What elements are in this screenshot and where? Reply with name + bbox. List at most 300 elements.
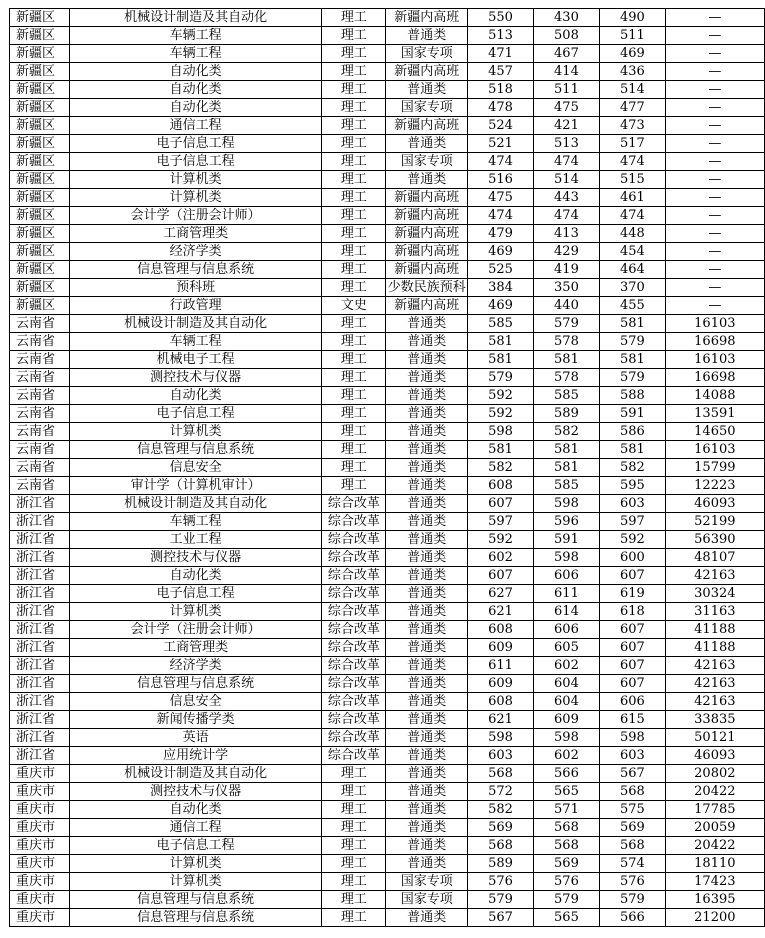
province-cell: 新疆区 [10, 261, 70, 279]
avg-score-cell: 618 [600, 603, 665, 621]
min-score-cell: 606 [533, 567, 599, 585]
rank-cell: — [665, 27, 764, 45]
rank-cell: 41188 [665, 621, 764, 639]
avg-score-cell: 469 [600, 45, 665, 63]
category-cell: 理工 [322, 81, 386, 99]
table-row [10, 351, 765, 369]
max-score-cell: 474 [468, 207, 533, 225]
rank-cell: — [665, 189, 764, 207]
avg-score-cell: 588 [600, 387, 665, 405]
avg-score-cell: 607 [600, 657, 665, 675]
avg-score-cell: 603 [600, 495, 665, 513]
major-cell: 新闻传播学类 [69, 711, 322, 729]
rank-cell: — [665, 117, 764, 135]
table-row [10, 747, 765, 765]
min-score-cell: 611 [533, 585, 599, 603]
min-score-cell: 581 [533, 351, 599, 369]
province-cell: 浙江省 [10, 657, 70, 675]
min-score-cell: 414 [533, 63, 599, 81]
max-score-cell: 621 [468, 603, 533, 621]
category-cell: 理工 [322, 801, 386, 819]
province-cell: 新疆区 [10, 189, 70, 207]
avg-score-cell: 579 [600, 369, 665, 387]
category-cell: 理工 [322, 117, 386, 135]
major-cell: 信息管理与信息系统 [69, 891, 322, 909]
max-score-cell: 585 [468, 315, 533, 333]
major-cell: 计算机类 [69, 423, 322, 441]
max-score-cell: 516 [468, 171, 533, 189]
category-cell: 理工 [322, 837, 386, 855]
min-score-cell: 429 [533, 243, 599, 261]
enrollment-type-cell: 普通类 [386, 171, 468, 189]
avg-score-cell: 595 [600, 477, 665, 495]
min-score-cell: 604 [533, 675, 599, 693]
max-score-cell: 608 [468, 693, 533, 711]
max-score-cell: 602 [468, 549, 533, 567]
table-row [10, 297, 765, 315]
province-cell: 浙江省 [10, 711, 70, 729]
rank-cell: 50121 [665, 729, 764, 747]
province-cell: 新疆区 [10, 135, 70, 153]
rank-cell: 52199 [665, 513, 764, 531]
rank-cell: 20422 [665, 783, 764, 801]
max-score-cell: 384 [468, 279, 533, 297]
enrollment-type-cell: 普通类 [386, 855, 468, 873]
province-cell: 浙江省 [10, 585, 70, 603]
major-cell: 经济学类 [69, 243, 322, 261]
province-cell: 新疆区 [10, 207, 70, 225]
category-cell: 理工 [322, 207, 386, 225]
major-cell: 机械设计制造及其自动化 [69, 9, 322, 27]
category-cell: 理工 [322, 459, 386, 477]
max-score-cell: 589 [468, 855, 533, 873]
enrollment-type-cell: 普通类 [386, 531, 468, 549]
major-cell: 会计学（注册会计师） [69, 621, 322, 639]
province-cell: 重庆市 [10, 801, 70, 819]
province-cell: 新疆区 [10, 27, 70, 45]
max-score-cell: 567 [468, 909, 533, 927]
table-row [10, 117, 765, 135]
rank-cell: 13591 [665, 405, 764, 423]
category-cell: 理工 [322, 99, 386, 117]
province-cell: 新疆区 [10, 297, 70, 315]
rank-cell: 20802 [665, 765, 764, 783]
avg-score-cell: 514 [600, 81, 665, 99]
rank-cell: — [665, 297, 764, 315]
enrollment-type-cell: 普通类 [386, 711, 468, 729]
enrollment-type-cell: 普通类 [386, 351, 468, 369]
min-score-cell: 589 [533, 405, 599, 423]
min-score-cell: 585 [533, 387, 599, 405]
rank-cell: 42163 [665, 567, 764, 585]
max-score-cell: 598 [468, 729, 533, 747]
enrollment-type-cell: 普通类 [386, 27, 468, 45]
min-score-cell: 576 [533, 873, 599, 891]
rank-cell: 20422 [665, 837, 764, 855]
major-cell: 信息安全 [69, 459, 322, 477]
rank-cell: — [665, 99, 764, 117]
category-cell: 综合改革 [322, 495, 386, 513]
table-row [10, 873, 765, 891]
max-score-cell: 568 [468, 837, 533, 855]
category-cell: 综合改革 [322, 621, 386, 639]
category-cell: 理工 [322, 873, 386, 891]
province-cell: 新疆区 [10, 81, 70, 99]
table-row [10, 585, 765, 603]
province-cell: 重庆市 [10, 891, 70, 909]
min-score-cell: 606 [533, 621, 599, 639]
province-cell: 浙江省 [10, 639, 70, 657]
enrollment-type-cell: 普通类 [386, 135, 468, 153]
min-score-cell: 579 [533, 315, 599, 333]
avg-score-cell: 581 [600, 315, 665, 333]
avg-score-cell: 575 [600, 801, 665, 819]
avg-score-cell: 600 [600, 549, 665, 567]
major-cell: 车辆工程 [69, 27, 322, 45]
min-score-cell: 578 [533, 369, 599, 387]
avg-score-cell: 603 [600, 747, 665, 765]
max-score-cell: 581 [468, 333, 533, 351]
min-score-cell: 508 [533, 27, 599, 45]
table-row [10, 837, 765, 855]
category-cell: 综合改革 [322, 531, 386, 549]
min-score-cell: 350 [533, 279, 599, 297]
table-row [10, 621, 765, 639]
major-cell: 测控技术与仪器 [69, 549, 322, 567]
max-score-cell: 474 [468, 153, 533, 171]
rank-cell: 30324 [665, 585, 764, 603]
category-cell: 综合改革 [322, 729, 386, 747]
major-cell: 英语 [69, 729, 322, 747]
enrollment-type-cell: 普通类 [386, 477, 468, 495]
category-cell: 综合改革 [322, 549, 386, 567]
min-score-cell: 430 [533, 9, 599, 27]
enrollment-type-cell: 普通类 [386, 423, 468, 441]
province-cell: 浙江省 [10, 621, 70, 639]
major-cell: 机械设计制造及其自动化 [69, 315, 322, 333]
avg-score-cell: 597 [600, 513, 665, 531]
province-cell: 新疆区 [10, 171, 70, 189]
major-cell: 测控技术与仪器 [69, 783, 322, 801]
province-cell: 新疆区 [10, 279, 70, 297]
avg-score-cell: 448 [600, 225, 665, 243]
major-cell: 信息管理与信息系统 [69, 261, 322, 279]
enrollment-type-cell: 新疆内高班 [386, 261, 468, 279]
max-score-cell: 572 [468, 783, 533, 801]
avg-score-cell: 607 [600, 567, 665, 585]
major-cell: 车辆工程 [69, 513, 322, 531]
enrollment-type-cell: 普通类 [386, 603, 468, 621]
max-score-cell: 475 [468, 189, 533, 207]
rank-cell: — [665, 225, 764, 243]
rank-cell: 48107 [665, 549, 764, 567]
enrollment-type-cell: 普通类 [386, 315, 468, 333]
category-cell: 理工 [322, 909, 386, 927]
table-row [10, 603, 765, 621]
max-score-cell: 609 [468, 675, 533, 693]
table-row [10, 495, 765, 513]
category-cell: 理工 [322, 45, 386, 63]
table-row [10, 639, 765, 657]
enrollment-type-cell: 国家专项 [386, 891, 468, 909]
table-row [10, 423, 765, 441]
min-score-cell: 591 [533, 531, 599, 549]
enrollment-type-cell: 普通类 [386, 621, 468, 639]
rank-cell: 16103 [665, 315, 764, 333]
province-cell: 新疆区 [10, 9, 70, 27]
category-cell: 综合改革 [322, 693, 386, 711]
enrollment-type-cell: 新疆内高班 [386, 243, 468, 261]
major-cell: 自动化类 [69, 63, 322, 81]
major-cell: 信息管理与信息系统 [69, 909, 322, 927]
province-cell: 重庆市 [10, 783, 70, 801]
enrollment-type-cell: 国家专项 [386, 99, 468, 117]
province-cell: 重庆市 [10, 873, 70, 891]
max-score-cell: 469 [468, 297, 533, 315]
max-score-cell: 609 [468, 639, 533, 657]
category-cell: 理工 [322, 477, 386, 495]
enrollment-type-cell: 普通类 [386, 639, 468, 657]
avg-score-cell: 461 [600, 189, 665, 207]
rank-cell: — [665, 45, 764, 63]
max-score-cell: 471 [468, 45, 533, 63]
rank-cell: — [665, 153, 764, 171]
min-score-cell: 581 [533, 459, 599, 477]
table-row [10, 477, 765, 495]
avg-score-cell: 464 [600, 261, 665, 279]
enrollment-type-cell: 普通类 [386, 765, 468, 783]
min-score-cell: 413 [533, 225, 599, 243]
table-row [10, 711, 765, 729]
province-cell: 浙江省 [10, 495, 70, 513]
province-cell: 云南省 [10, 315, 70, 333]
avg-score-cell: 455 [600, 297, 665, 315]
min-score-cell: 419 [533, 261, 599, 279]
major-cell: 审计学（计算机审计） [69, 477, 322, 495]
max-score-cell: 576 [468, 873, 533, 891]
category-cell: 理工 [322, 855, 386, 873]
min-score-cell: 571 [533, 801, 599, 819]
category-cell: 理工 [322, 819, 386, 837]
table-row [10, 801, 765, 819]
enrollment-type-cell: 国家专项 [386, 873, 468, 891]
max-score-cell: 550 [468, 9, 533, 27]
table-row [10, 225, 765, 243]
category-cell: 综合改革 [322, 639, 386, 657]
category-cell: 理工 [322, 441, 386, 459]
province-cell: 重庆市 [10, 909, 70, 927]
max-score-cell: 607 [468, 495, 533, 513]
enrollment-type-cell: 普通类 [386, 387, 468, 405]
rank-cell: 56390 [665, 531, 764, 549]
max-score-cell: 582 [468, 459, 533, 477]
province-cell: 新疆区 [10, 63, 70, 81]
rank-cell: 46093 [665, 747, 764, 765]
enrollment-type-cell: 新疆内高班 [386, 189, 468, 207]
enrollment-type-cell: 普通类 [386, 675, 468, 693]
min-score-cell: 514 [533, 171, 599, 189]
avg-score-cell: 581 [600, 441, 665, 459]
category-cell: 理工 [322, 9, 386, 27]
province-cell: 云南省 [10, 405, 70, 423]
enrollment-type-cell: 普通类 [386, 837, 468, 855]
major-cell: 计算机类 [69, 603, 322, 621]
table-row [10, 99, 765, 117]
avg-score-cell: 568 [600, 837, 665, 855]
rank-cell: — [665, 81, 764, 99]
enrollment-type-cell: 普通类 [386, 909, 468, 927]
min-score-cell: 578 [533, 333, 599, 351]
max-score-cell: 469 [468, 243, 533, 261]
min-score-cell: 585 [533, 477, 599, 495]
category-cell: 理工 [322, 171, 386, 189]
table-row [10, 909, 765, 927]
category-cell: 理工 [322, 333, 386, 351]
province-cell: 云南省 [10, 351, 70, 369]
province-cell: 新疆区 [10, 45, 70, 63]
avg-score-cell: 490 [600, 9, 665, 27]
category-cell: 理工 [322, 225, 386, 243]
province-cell: 云南省 [10, 441, 70, 459]
province-cell: 浙江省 [10, 603, 70, 621]
enrollment-type-cell: 普通类 [386, 657, 468, 675]
rank-cell: 15799 [665, 459, 764, 477]
table-row [10, 441, 765, 459]
enrollment-type-cell: 少数民族预科 [387, 280, 466, 295]
major-cell: 会计学（注册会计师） [69, 207, 322, 225]
rank-cell: 16698 [665, 333, 764, 351]
avg-score-cell: 511 [600, 27, 665, 45]
category-cell: 理工 [322, 783, 386, 801]
enrollment-type-cell: 国家专项 [386, 45, 468, 63]
rank-cell: — [665, 135, 764, 153]
major-cell: 车辆工程 [69, 333, 322, 351]
table-row [10, 171, 765, 189]
major-cell: 通信工程 [69, 117, 322, 135]
province-cell: 云南省 [10, 369, 70, 387]
category-cell: 理工 [322, 351, 386, 369]
category-cell: 综合改革 [322, 567, 386, 585]
major-cell: 应用统计学 [69, 747, 322, 765]
avg-score-cell: 517 [600, 135, 665, 153]
province-cell: 浙江省 [10, 675, 70, 693]
category-cell: 综合改革 [322, 513, 386, 531]
min-score-cell: 605 [533, 639, 599, 657]
province-cell: 浙江省 [10, 513, 70, 531]
major-cell: 自动化类 [69, 387, 322, 405]
category-cell: 理工 [322, 153, 386, 171]
rank-cell: 16103 [665, 351, 764, 369]
min-score-cell: 568 [533, 837, 599, 855]
max-score-cell: 479 [468, 225, 533, 243]
max-score-cell: 597 [468, 513, 533, 531]
category-cell: 文史 [322, 297, 386, 315]
province-cell: 浙江省 [10, 567, 70, 585]
enrollment-type-cell: 普通类 [386, 369, 468, 387]
category-cell: 综合改革 [322, 711, 386, 729]
major-cell: 机械设计制造及其自动化 [69, 495, 322, 513]
enrollment-type-cell: 普通类 [386, 729, 468, 747]
category-cell: 理工 [322, 315, 386, 333]
category-cell: 理工 [322, 891, 386, 909]
avg-score-cell: 579 [600, 891, 665, 909]
rank-cell: 14088 [665, 387, 764, 405]
category-cell: 理工 [322, 27, 386, 45]
table-row [10, 459, 765, 477]
rank-cell: — [665, 207, 764, 225]
avg-score-cell: 568 [600, 783, 665, 801]
category-cell: 理工 [322, 405, 386, 423]
min-score-cell: 475 [533, 99, 599, 117]
table-row [10, 27, 765, 45]
avg-score-cell: 474 [600, 207, 665, 225]
rank-cell: 41188 [665, 639, 764, 657]
table-row [10, 279, 765, 297]
major-cell: 机械设计制造及其自动化 [69, 765, 322, 783]
table-row [10, 189, 765, 207]
enrollment-type-cell: 普通类 [386, 783, 468, 801]
max-score-cell: 521 [468, 135, 533, 153]
rank-cell: 12223 [665, 477, 764, 495]
min-score-cell: 568 [533, 819, 599, 837]
major-cell: 自动化类 [69, 801, 322, 819]
max-score-cell: 592 [468, 405, 533, 423]
rank-cell: — [665, 63, 764, 81]
max-score-cell: 582 [468, 801, 533, 819]
min-score-cell: 565 [533, 909, 599, 927]
province-cell: 云南省 [10, 477, 70, 495]
min-score-cell: 582 [533, 423, 599, 441]
avg-score-cell: 619 [600, 585, 665, 603]
major-cell: 计算机类 [69, 171, 322, 189]
max-score-cell: 608 [468, 477, 533, 495]
province-cell: 云南省 [10, 387, 70, 405]
min-score-cell: 421 [533, 117, 599, 135]
rank-cell: — [665, 243, 764, 261]
max-score-cell: 513 [468, 27, 533, 45]
max-score-cell: 611 [468, 657, 533, 675]
major-cell: 信息安全 [69, 693, 322, 711]
category-cell: 理工 [322, 261, 386, 279]
major-cell: 通信工程 [69, 819, 322, 837]
table-row [10, 819, 765, 837]
table-row [10, 513, 765, 531]
table-row [10, 261, 765, 279]
major-cell: 预科班 [69, 279, 322, 297]
max-score-cell: 579 [468, 369, 533, 387]
enrollment-type-cell: 普通类 [386, 549, 468, 567]
category-cell: 综合改革 [322, 675, 386, 693]
rank-cell: — [665, 261, 764, 279]
rank-cell: 18110 [665, 855, 764, 873]
min-score-cell: 614 [533, 603, 599, 621]
min-score-cell: 440 [533, 297, 599, 315]
province-cell: 新疆区 [10, 99, 70, 117]
avg-score-cell: 582 [600, 459, 665, 477]
table-row [10, 9, 765, 27]
max-score-cell: 581 [468, 351, 533, 369]
avg-score-cell: 454 [600, 243, 665, 261]
rank-cell: 16698 [665, 369, 764, 387]
province-cell: 云南省 [10, 459, 70, 477]
province-cell: 新疆区 [10, 243, 70, 261]
table-row [10, 549, 765, 567]
table-row [10, 531, 765, 549]
rank-cell: — [665, 171, 764, 189]
province-cell: 云南省 [10, 423, 70, 441]
rank-cell: 17423 [665, 873, 764, 891]
max-score-cell: 579 [468, 891, 533, 909]
